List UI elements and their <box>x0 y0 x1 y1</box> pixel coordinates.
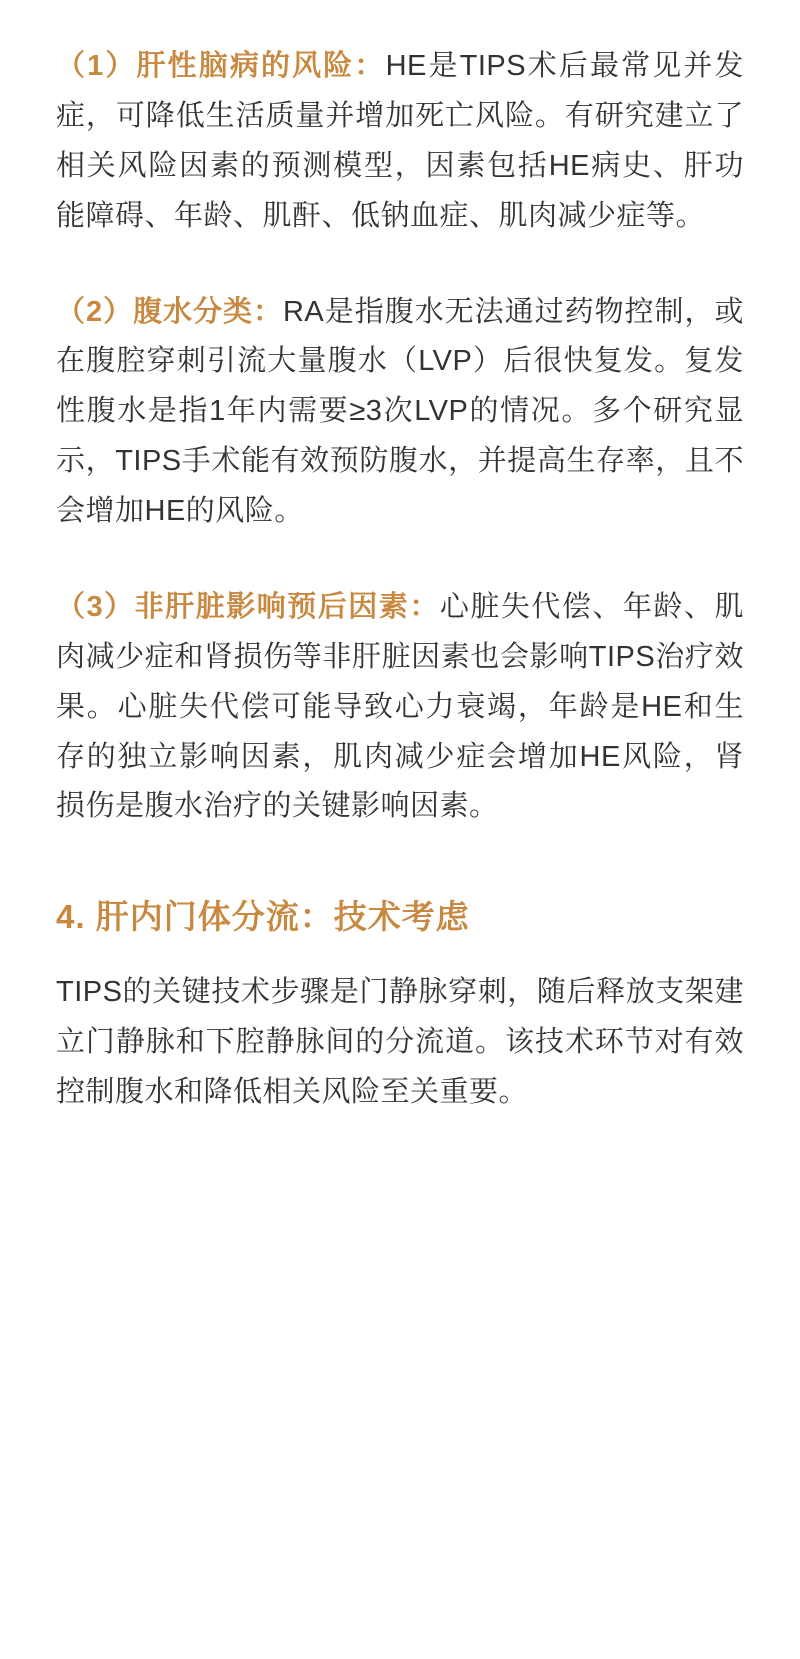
paragraph-ascites-classification <box>56 288 744 537</box>
paragraph-lead-ascites-classification: （2）腹水分类： <box>56 295 283 328</box>
section-heading-tips-technique: 4. 肝内门体分流：技术考虑 <box>56 898 470 936</box>
paragraph-lead-non-hepatic-factors: （3）非肝脏影响预后因素： <box>56 590 440 623</box>
paragraph-he-risk <box>56 42 744 242</box>
paragraph-tips-technique-body: TIPS的关键技术步骤是门静脉穿刺，随后释放支架建立门静脉和下腔静脉间的分流道。该技术环节对有效控制腹水和降低相关风险至关重要。 <box>56 975 744 1108</box>
paragraph-non-hepatic-factors <box>56 583 744 832</box>
paragraph-lead-he-risk: （1）肝性脑病的风险： <box>56 50 386 82</box>
top-spacer <box>56 28 744 42</box>
paragraph-text-he-risk: HE是TIPS术后最常见并发症，可降低生活质量并增加死亡风险。有研究建立了相关风险因素的预测模型，因素包括HE病史、肝功能障碍、年龄、肌酐、低钠血症、肌肉减少症等。 <box>56 50 744 232</box>
paragraph-text-ascites-classification: RA是指腹水无法通过药物控制，或在腹腔穿刺引流大量腹水（LVP）后很快复发。复发性腹水是指1年内需要≥3次LVP的情况。多个研究显示，TIPS手术能有效预防腹水，并提高生存率，且不会增加HE的风险。 <box>56 295 744 527</box>
paragraph-text-non-hepatic-factors: 心脏失代偿、年龄、肌肉减少症和肾损伤等非肝脏因素也会影响TIPS治疗效果。心脏失代偿可能导致心力衰竭，年龄是HE和生存的独立影响因素，肌肉减少症会增加HE风险，肾损伤是腹水治疗的关键影响因素。 <box>56 590 744 823</box>
